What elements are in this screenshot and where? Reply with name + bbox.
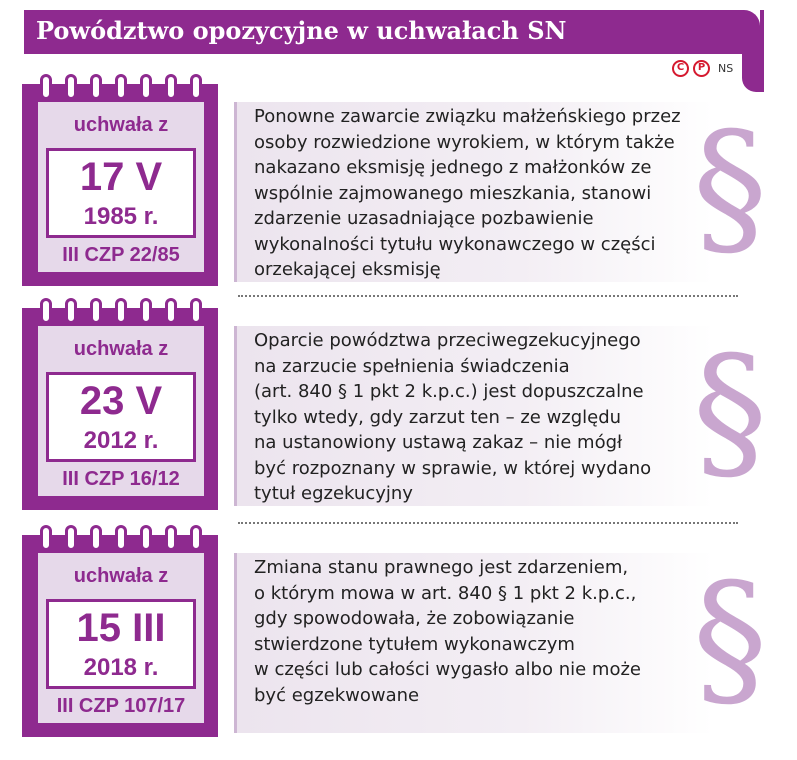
calendar-card: [22, 308, 218, 510]
paragraph-icon: §: [692, 101, 768, 275]
date-year: 2012 r.: [83, 427, 159, 454]
copyright-p-icon: P: [693, 60, 710, 77]
header-bar: [24, 10, 760, 54]
date-box: [46, 599, 196, 689]
ring-icon: [140, 525, 152, 551]
page-title: Powództwo opozycyjne w uchwałach SN: [36, 16, 567, 45]
paragraph-icon: §: [692, 325, 768, 499]
date-box: [46, 148, 196, 238]
paragraph-icon: §: [692, 552, 768, 726]
resolution-label: uchwała z: [73, 565, 169, 587]
ring-icon: [65, 298, 77, 324]
resolution-text: Ponowne zawarcie związku małżeńskiego przez osoby rozwiedzione wyrokiem, w którym także nakazano eksmisję jednego z małżonków ze wspólnie zajmowanego mieszkania, stanowi zdarzenie uzasadniające pozbawienie wykonalności tytułu wykonawczego w części orzekającej eksmisję: [254, 106, 681, 280]
text-panel-edge: [234, 102, 237, 282]
calendar-card: [22, 84, 218, 286]
resolution-label: uchwała z: [73, 338, 169, 360]
ring-icon: [165, 74, 177, 100]
ring-icon: [140, 298, 152, 324]
date-year: 1985 r.: [83, 203, 159, 230]
calendar-rings: [40, 298, 202, 326]
ring-icon: [115, 298, 127, 324]
ring-icon: [190, 298, 202, 324]
ring-icon: [165, 525, 177, 551]
ring-icon: [115, 525, 127, 551]
ring-icon: [140, 74, 152, 100]
credit: [672, 58, 733, 78]
resolution-text: Zmiana stanu prawnego jest zdarzeniem, o którym mowa w art. 840 § 1 pkt 2 k.p.c., gdy spowodowała, że zobowiązanie stwierdzone tytułem wykonawczym w części lub całości wygasło albo nie może być egzekwowane: [254, 557, 641, 706]
case-reference: III CZP 107/17: [56, 695, 186, 717]
resolution-entry: [0, 76, 797, 286]
case-reference: III CZP 22/85: [62, 244, 180, 266]
ring-icon: [40, 74, 52, 100]
date-day-month: 15 III: [76, 606, 166, 650]
ring-icon: [40, 298, 52, 324]
calendar-rings: [40, 525, 202, 553]
ring-icon: [90, 74, 102, 100]
divider: [238, 295, 738, 297]
resolution-entry: [0, 300, 797, 510]
ring-icon: [65, 74, 77, 100]
calendar-card: [22, 535, 218, 737]
ring-icon: [115, 74, 127, 100]
divider: [238, 522, 738, 524]
copyright-c-icon: C: [672, 60, 689, 77]
ring-icon: [165, 298, 177, 324]
case-reference: III CZP 16/12: [62, 468, 180, 490]
ring-icon: [90, 525, 102, 551]
ring-icon: [190, 525, 202, 551]
resolution-text: Oparcie powództwa przeciwegzekucyjnego na zarzucie spełnienia świadczenia (art. 840 § 1 pkt 2 k.p.c.) jest dopuszczalne tylko wtedy, gdy zarzut ten – ze względu na ustanowiony ustawą zakaz – nie mógł być rozpoznany w sprawie, w której wydano tytuł egzekucyjny: [254, 330, 652, 504]
calendar-page: [38, 326, 204, 496]
text-panel-edge: [234, 553, 237, 733]
ring-icon: [65, 525, 77, 551]
date-year: 2018 r.: [83, 654, 159, 681]
calendar-rings: [40, 74, 202, 102]
ring-icon: [90, 298, 102, 324]
resolution-entry: [0, 527, 797, 737]
ring-icon: [40, 525, 52, 551]
date-day-month: 17 V: [79, 155, 163, 199]
date-day-month: 23 V: [79, 379, 163, 423]
calendar-page: [38, 102, 204, 272]
calendar-page: [38, 553, 204, 723]
text-panel-edge: [234, 326, 237, 506]
date-box: [46, 372, 196, 462]
resolution-label: uchwała z: [73, 114, 169, 136]
author-initials: NS: [718, 61, 734, 75]
ring-icon: [190, 74, 202, 100]
